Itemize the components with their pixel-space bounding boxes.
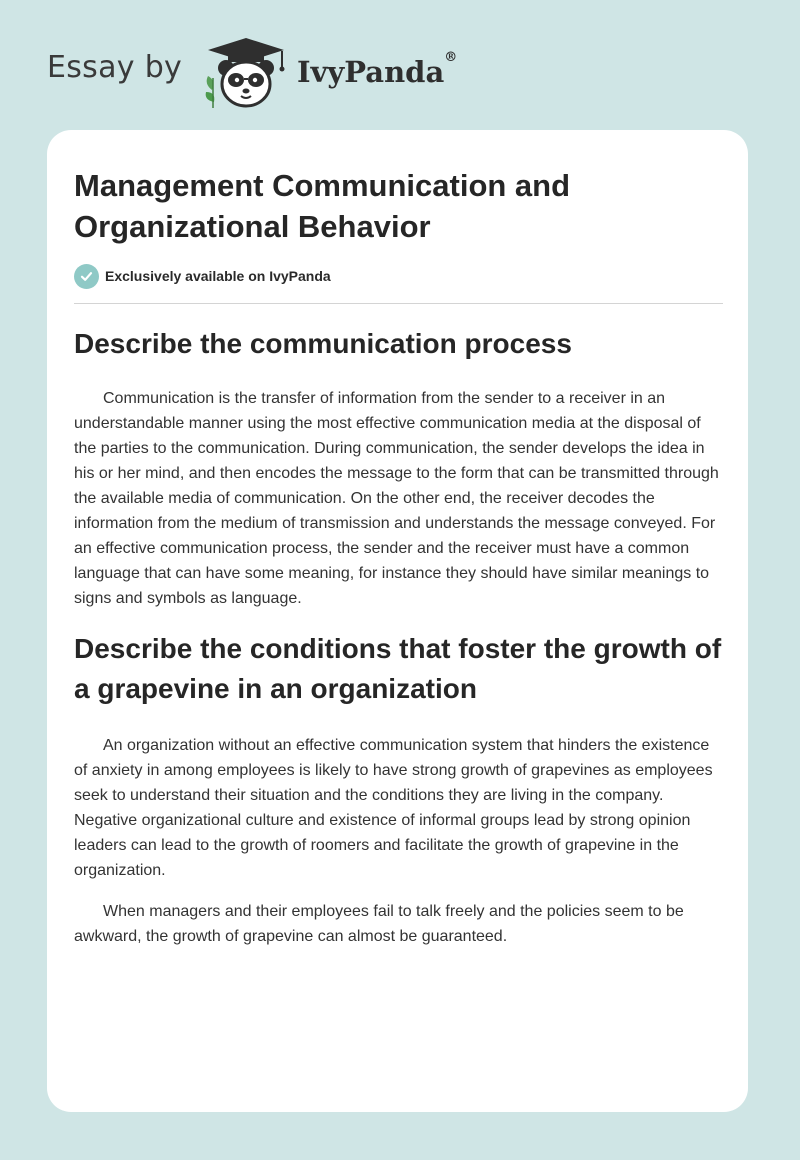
section-heading: Describe the conditions that foster the growth of a grapevine in an organization — [74, 633, 722, 704]
brand-name-text: IvyPanda — [297, 55, 445, 89]
site-header — [0, 0, 800, 130]
paragraph: Communication is the transfer of information from the sender to a receiver in an understandable manner using the most effective communication media at the disposal of the parties to the communication. During communication, the sender develops the idea in his or her mind, and then encodes the message to the form that can be transmitted through the available media of communication. On the other end, the receiver decodes the information from the medium of transmission and understands the message conveyed. For an effective communication process, the sender and the receiver must have a common language that can have some meaning, for instance they should have similar meanings to signs and symbols as language. — [74, 390, 719, 607]
paragraph: When managers and their employees fail to talk freely and the policies seem to be awkward, the growth of grapevine can almost be guaranteed. — [74, 903, 684, 945]
essay-by-label: Essay by — [47, 50, 183, 85]
article-body — [74, 324, 724, 949]
check-icon — [74, 264, 99, 289]
exclusive-badge-text: Exclusively available on IvyPanda — [105, 268, 331, 284]
ivypanda-logo-icon[interactable] — [198, 34, 294, 110]
section-heading: Describe the communication process — [74, 328, 572, 359]
page-title: Management Communication and Organizational Behavior — [74, 168, 571, 244]
paragraph: An organization without an effective communication system that hinders the existence of anxiety in among employees is likely to have strong growth of grapevines as employees seek to understand their situation and the conditions they are living in the company. Negative organizational culture and existence of informal groups lead by strong opinion leaders can lead to the growth of roomers and facilitate the growth of grapevine in the organization. — [74, 737, 713, 879]
title-divider — [74, 303, 723, 304]
brand-name — [297, 50, 458, 89]
essay-card — [47, 130, 748, 1112]
registered-mark: ® — [444, 50, 458, 66]
exclusive-badge — [74, 263, 331, 289]
